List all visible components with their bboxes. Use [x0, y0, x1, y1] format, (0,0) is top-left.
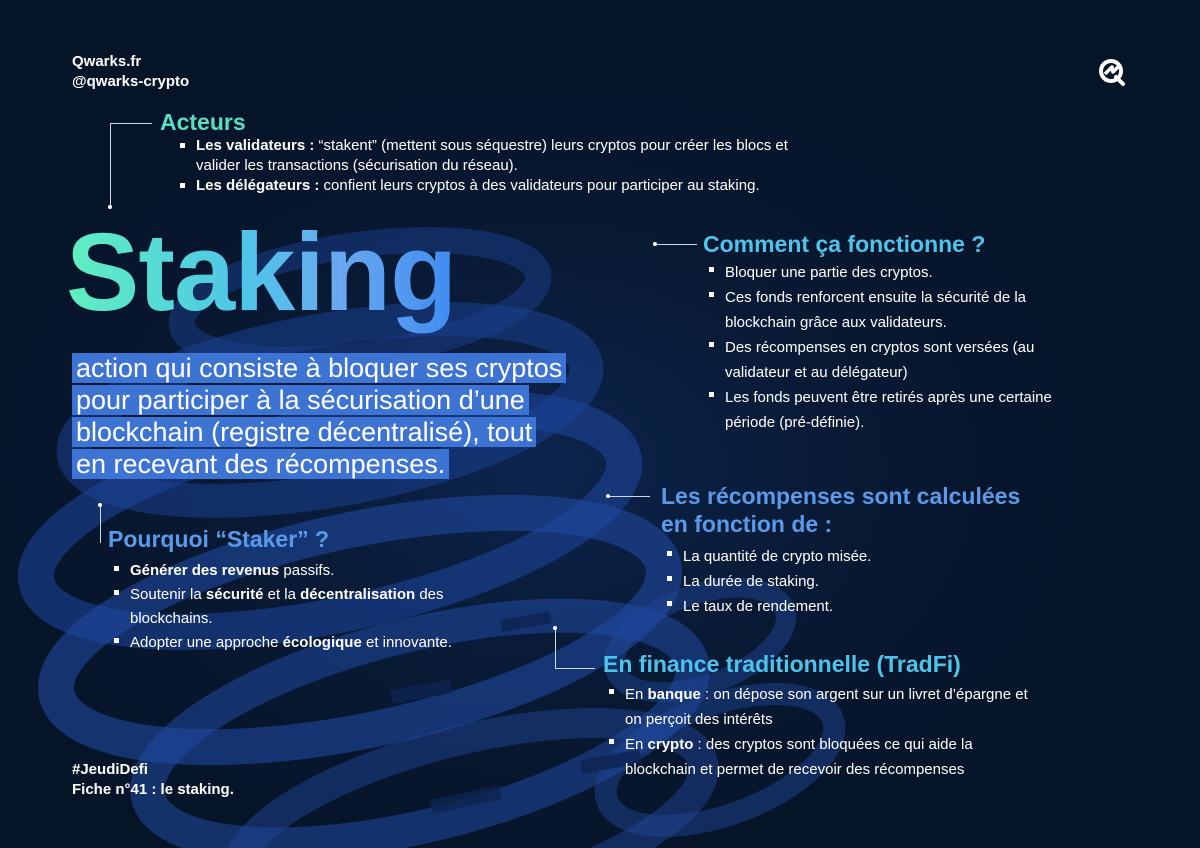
- definition-text: [72, 352, 652, 480]
- fonctionne-heading: Comment ça fonctionne ?: [703, 231, 986, 257]
- item-bold: crypto: [647, 736, 694, 753]
- fonctionne-list: [709, 260, 1089, 435]
- acteurs-heading: Acteurs: [160, 109, 246, 135]
- item-text: En: [625, 686, 648, 703]
- item-bold: Les validateurs :: [196, 137, 315, 154]
- acteurs-section: [160, 108, 810, 196]
- definition-line: action qui consiste à bloquer ses cryptos: [72, 353, 566, 383]
- brand-site: Qwarks.fr: [72, 53, 142, 70]
- item-bold: banque: [647, 686, 701, 703]
- pourquoi-heading: Pourquoi “Staker” ?: [108, 526, 330, 552]
- item-text: confient leurs cryptos à des validateurs pour participer au staking.: [319, 177, 760, 194]
- brand-handle: @qwarks-crypto: [72, 73, 190, 90]
- tradfi-list: [609, 682, 1029, 782]
- item-text: et innovante.: [361, 634, 452, 651]
- list-item: [180, 176, 800, 196]
- tradfi-section: [603, 650, 1043, 782]
- footer-hashtag: #JeudiDefi: [72, 761, 148, 778]
- list-item: La quantité de crypto misée.: [667, 544, 1081, 569]
- list-item: [609, 682, 1029, 732]
- tradfi-heading: En finance traditionnelle (TradFi): [603, 651, 961, 677]
- list-item: Le taux de rendement.: [667, 594, 1081, 619]
- q-logo-icon: [1096, 56, 1128, 88]
- recompenses-heading-line1: Les récompenses sont calculées: [661, 483, 1021, 509]
- item-text: des blockchains.: [130, 586, 444, 627]
- item-bold: décentralisation: [300, 586, 416, 603]
- list-item: [114, 583, 494, 631]
- pourquoi-list: [114, 559, 494, 655]
- footer-fiche: Fiche n°41 : le staking.: [72, 781, 234, 798]
- item-bold: écologique: [282, 634, 362, 651]
- item-text: Adopter une approche: [130, 634, 283, 651]
- item-bold: Générer des revenus: [130, 562, 280, 579]
- list-item: La durée de staking.: [667, 569, 1081, 594]
- list-item: Ces fonds renforcent ensuite la sécurité de la blockchain grâce aux validateurs.: [709, 285, 1089, 335]
- item-bold: Les délégateurs :: [196, 177, 320, 194]
- acteurs-list: [180, 136, 800, 196]
- recompenses-section: [661, 482, 1081, 619]
- list-item: [114, 559, 494, 583]
- list-item: Les fonds peuvent être retirés après une certaine période (pré-définie).: [709, 385, 1089, 435]
- item-text: “stakent” (mettent sous séquestre) leurs cryptos pour créer les blocs et valider les transactions (sécurisation du réseau).: [196, 137, 788, 174]
- list-item: [180, 136, 800, 176]
- item-text: : des cryptos sont bloquées ce qui aide la blockchain et permet de recevoir des récompenses: [625, 736, 973, 778]
- recompenses-heading-line2: en fonction de :: [661, 511, 833, 537]
- definition-line: en recevant des récompenses.: [72, 449, 449, 479]
- definition-line: pour participer à la sécurisation d’une: [72, 385, 529, 415]
- item-text: Soutenir la: [130, 586, 206, 603]
- item-bold: sécurité: [205, 586, 264, 603]
- item-text: passifs.: [279, 562, 335, 579]
- list-item: Bloquer une partie des cryptos.: [709, 260, 1089, 285]
- list-item: [114, 631, 494, 655]
- list-item: [609, 732, 1029, 782]
- list-item: Des récompenses en cryptos sont versées (au validateur et au délégateur): [709, 335, 1089, 385]
- brand-block: [72, 52, 189, 92]
- item-text: En: [625, 736, 648, 753]
- footer: [72, 760, 234, 800]
- fonctionne-section: [703, 230, 1103, 435]
- pourquoi-section: [108, 525, 508, 655]
- recompenses-list: [667, 544, 1081, 619]
- item-text: : on dépose son argent sur un livret d’épargne et on perçoit des intérêts: [625, 686, 1028, 728]
- item-text: et la: [263, 586, 301, 603]
- definition-line: blockchain (registre décentralisé), tout: [72, 417, 536, 447]
- page-title: Staking: [66, 208, 456, 338]
